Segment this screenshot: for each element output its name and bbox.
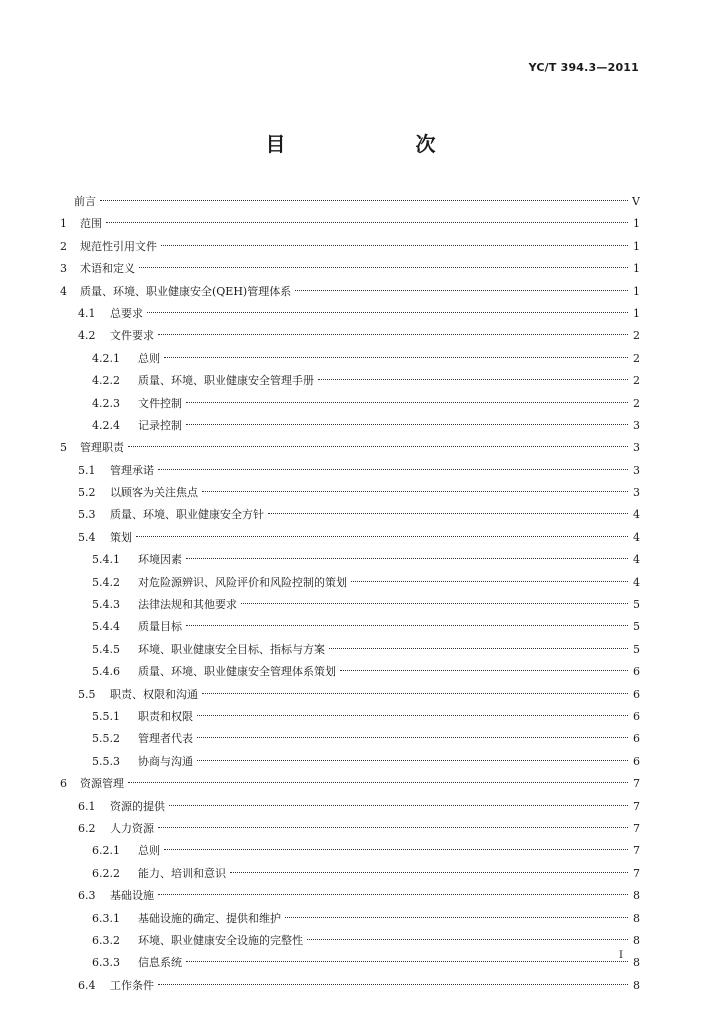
toc-entry-number: 6.2.1 [92,844,120,858]
toc-entry-number: 5.4.1 [92,553,120,567]
dot-leader [197,715,628,716]
toc-entry-number: 5.4.3 [92,598,120,612]
toc-entry-page: 5 [633,598,640,612]
toc-entry-number: 6.3.1 [92,911,120,925]
dot-leader [158,984,628,985]
toc-entry-number: 4.1 [78,306,96,320]
toc-entry-label: 职责和权限 [138,709,193,723]
toc-entry-label: 术语和定义 [80,262,135,276]
toc-entry-number: 2 [60,239,67,253]
toc-entry-page: 4 [633,575,640,589]
dot-leader [164,849,628,850]
toc-entry-label: 对危险源辨识、风险评价和风险控制的策划 [138,575,347,589]
toc-entry[interactable] [60,415,640,437]
toc-entry-number: 6.4 [78,978,96,992]
toc-entry-number: 5.4.2 [92,575,120,589]
toc-entry-label: 记录控制 [138,418,182,432]
toc-entry-label: 总则 [138,844,160,858]
toc-entry-label: 能力、培训和意识 [138,866,226,880]
toc-entry-label: 法律法规和其他要求 [138,598,237,612]
dot-leader [268,513,628,514]
toc-entry-label: 基础设施 [110,889,154,903]
toc-entry-number: 5.5 [78,687,96,701]
toc-entry-page: 6 [633,709,640,723]
dot-leader [230,872,628,873]
toc-entry-number: 6.3.2 [92,933,120,947]
toc-entry[interactable] [60,684,640,706]
dot-leader [128,782,628,783]
toc-entry-number: 4 [60,284,67,298]
toc-entry-label: 资源管理 [80,777,124,791]
toc-entry[interactable] [60,348,640,370]
toc-entry-number: 5.3 [78,508,96,522]
toc-entry-label: 职责、权限和沟通 [110,687,198,701]
toc-entry-number: 1 [60,217,67,231]
toc-entry-page: 8 [633,933,640,947]
toc-entry-label: 质量目标 [138,620,182,634]
toc-entry-number: 4.2.3 [92,396,120,410]
toc-entry-page: 2 [633,329,640,343]
toc-entry[interactable] [60,482,640,504]
dot-leader [139,267,628,268]
toc-entry-label: 策划 [110,530,132,544]
dot-leader [186,402,628,403]
toc-entry-number: 5.4.4 [92,620,120,634]
toc-entry-page: 1 [633,262,640,276]
dot-leader [340,670,628,671]
toc-entry[interactable] [60,236,640,258]
page-number: I [619,950,623,961]
dot-leader [158,469,628,470]
toc-entry-label: 环境、职业健康安全设施的完整性 [138,933,303,947]
dot-leader [318,379,628,380]
toc-entry-number: 5.1 [78,463,96,477]
toc-entry-page: 8 [633,889,640,903]
dot-leader [128,446,628,447]
dot-leader [186,625,628,626]
toc-entry-page: 4 [633,508,640,522]
document-code: YC/T 394.3—2011 [528,61,639,74]
dot-leader [136,536,628,537]
toc-entry-number: 6.1 [78,799,96,813]
toc-entry-label: 基础设施的确定、提供和维护 [138,911,281,925]
toc-entry-page: 7 [633,777,640,791]
toc-entry-number: 4.2 [78,329,96,343]
toc-entry[interactable] [60,773,640,795]
toc-entry-label: 规范性引用文件 [80,239,157,253]
toc-entry-label: 管理职责 [80,441,124,455]
dot-leader [100,200,628,201]
toc-entry-page: 6 [633,687,640,701]
dot-leader [169,805,628,806]
toc-entry-number: 4.2.2 [92,374,120,388]
table-of-contents [60,191,640,997]
toc-entry-page: 4 [633,553,640,567]
toc-entry[interactable] [60,281,640,303]
toc-entry-label: 以顾客为关注焦点 [110,486,198,500]
toc-entry[interactable] [60,616,640,638]
toc-entry[interactable] [60,840,640,862]
toc-entry-page: 1 [633,217,640,231]
toc-entry-page: 7 [633,844,640,858]
toc-entry-page: 2 [633,374,640,388]
toc-entry-page: 1 [633,239,640,253]
toc-entry[interactable] [60,908,640,930]
toc-entry-page: 2 [633,396,640,410]
toc-entry-page: 3 [633,463,640,477]
toc-entry-page: V [632,195,640,208]
toc-entry[interactable] [60,796,640,818]
toc-entry-number: 6.2.2 [92,866,120,880]
toc-entry-number: 5.4.5 [92,642,120,656]
dot-leader [202,693,628,694]
toc-entry-page: 2 [633,351,640,365]
toc-entry-page: 1 [633,284,640,298]
toc-entry-number: 5.5.3 [92,754,120,768]
dot-leader [197,760,628,761]
toc-entry-number: 5.2 [78,486,96,500]
toc-entry-label: 文件控制 [138,396,182,410]
toc-entry[interactable] [60,728,640,750]
toc-entry[interactable] [60,527,640,549]
dot-leader [186,961,628,962]
toc-entry-page: 3 [633,441,640,455]
toc-entry[interactable] [60,549,640,571]
dot-leader [329,648,628,649]
toc-entry-page: 6 [633,754,640,768]
toc-entry-number: 5.4.6 [92,665,120,679]
toc-entry[interactable] [60,751,640,773]
toc-entry-page: 4 [633,530,640,544]
toc-entry-label: 人力资源 [110,821,154,835]
toc-entry-label: 质量、环境、职业健康安全管理体系策划 [138,665,336,679]
toc-entry[interactable] [60,572,640,594]
toc-entry[interactable] [60,930,640,952]
toc-entry[interactable] [60,594,640,616]
toc-entry-number: 5.5.2 [92,732,120,746]
toc-entry-label: 管理者代表 [138,732,193,746]
toc-entry-number: 5 [60,441,67,455]
toc-entry-label: 质量、环境、职业健康安全方针 [110,508,264,522]
toc-entry-label: 范围 [80,217,102,231]
toc-entry-page: 3 [633,486,640,500]
dot-leader [307,939,628,940]
toc-entry[interactable] [60,504,640,526]
toc-entry[interactable] [60,639,640,661]
toc-entry[interactable] [60,661,640,683]
dot-leader [202,491,628,492]
dot-leader [158,334,628,335]
toc-entry-page: 5 [633,642,640,656]
toc-entry-page: 7 [633,866,640,880]
toc-entry-label: 协商与沟通 [138,754,193,768]
page-title: 目 次 [265,132,466,156]
toc-entry-number: 3 [60,262,67,276]
dot-leader [351,581,628,582]
dot-leader [285,917,628,918]
toc-entry-label: 信息系统 [138,956,182,970]
toc-entry-page: 5 [633,620,640,634]
toc-entry[interactable] [60,975,640,997]
toc-entry-page: 1 [633,306,640,320]
toc-entry[interactable] [60,213,640,235]
toc-entry-label: 环境、职业健康安全目标、指标与方案 [138,642,325,656]
toc-entry-label: 资源的提供 [110,799,165,813]
toc-entry-number: 5.5.1 [92,709,120,723]
toc-entry[interactable] [60,818,640,840]
toc-entry-label: 总则 [138,351,160,365]
dot-leader [106,222,628,223]
toc-entry[interactable] [60,863,640,885]
toc-entry-number: 6.2 [78,821,96,835]
dot-leader [186,558,628,559]
dot-leader [241,603,628,604]
toc-entry[interactable] [60,258,640,280]
toc-entry[interactable] [60,303,640,325]
toc-entry-number: 6 [60,777,67,791]
toc-entry-number: 6.3 [78,889,96,903]
toc-entry[interactable] [60,885,640,907]
toc-entry-label: 前言 [74,195,96,208]
dot-leader [164,357,628,358]
toc-entry-number: 5.4 [78,530,96,544]
toc-entry-number: 4.2.1 [92,351,120,365]
toc-entry[interactable] [60,370,640,392]
dot-leader [158,894,628,895]
toc-entry-number: 6.3.3 [92,956,120,970]
toc-entry[interactable] [60,952,640,974]
toc-entry[interactable] [60,460,640,482]
toc-entry[interactable] [60,191,640,213]
toc-entry-page: 6 [633,665,640,679]
toc-entry-page: 8 [633,911,640,925]
toc-entry-page: 7 [633,821,640,835]
toc-entry-label: 环境因素 [138,553,182,567]
toc-entry-label: 管理承诺 [110,463,154,477]
toc-entry[interactable] [60,706,640,728]
toc-entry-page: 8 [633,956,640,970]
toc-entry-label: 质量、环境、职业健康安全(QEH)管理体系 [80,284,292,298]
toc-entry[interactable] [60,437,640,459]
dot-leader [197,737,628,738]
dot-leader [158,827,628,828]
dot-leader [295,290,628,291]
dot-leader [186,424,628,425]
toc-entry-page: 8 [633,978,640,992]
toc-entry-page: 6 [633,732,640,746]
toc-entry-label: 质量、环境、职业健康安全管理手册 [138,374,314,388]
toc-entry-label: 总要求 [110,306,143,320]
toc-entry-number: 4.2.4 [92,418,120,432]
dot-leader [147,312,628,313]
toc-entry-page: 3 [633,418,640,432]
dot-leader [161,245,628,246]
toc-entry[interactable] [60,325,640,347]
toc-entry[interactable] [60,393,640,415]
toc-entry-page: 7 [633,799,640,813]
toc-entry-label: 工作条件 [110,978,154,992]
toc-entry-label: 文件要求 [110,329,154,343]
